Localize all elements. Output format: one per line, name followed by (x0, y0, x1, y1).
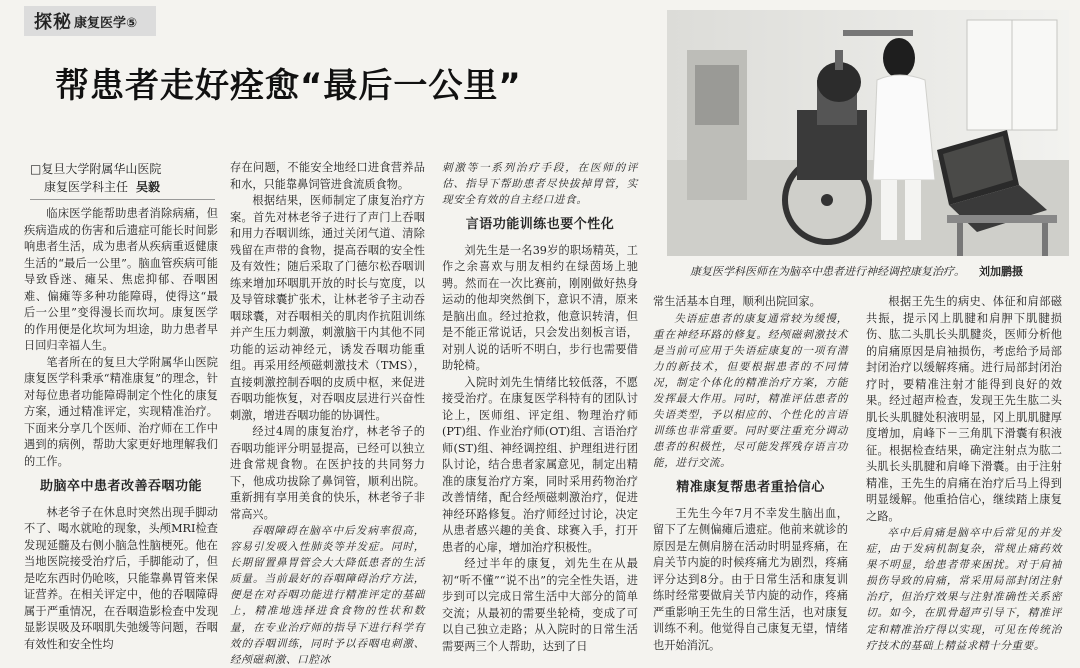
photo-credit: 刘加鹏摄 (979, 265, 1023, 278)
paragraph: 林老爷子在休息时突然出现手脚动不了、喝水就呛的现象，头颅MRI检查发现延髓及右侧小脑急性脑梗死。他在当地医院接受治疗后，手脚能动了，但是吃东西时仍呛咳，只能靠鼻胃管来保证营养。在相关评定中，他的吞咽障碍属于严重情况，在吞咽造影检查中发现显影误吸及环咽肌失弛缓等问题，吞咽有效性和安全性均 (24, 505, 218, 651)
paragraph: 常生活基本自理，顺利出院回家。 (653, 295, 821, 308)
section-heading-2: 言语功能训练也要个性化 (465, 217, 615, 233)
photo-illustration (667, 10, 1069, 256)
article-photo (667, 10, 1069, 256)
text-column-1 (24, 206, 218, 653)
text-column-4 (653, 294, 848, 654)
paragraph: 根据王先生的病史、体征和肩部磁共振，提示冈上肌腱和肩胛下肌腱损伤、肱二头肌长头肌腱炎，医师分析他的肩痛原因是肩袖损伤，考虑给予局部封闭治疗以缓解疼痛。进行局部封闭治疗时，要精准注射才能得到良好的效果。经过超声检查，发现王先生肱二头肌长头肌腱处积液明显，冈上肌肌腱厚度增加，肩峰下－三角肌下滑囊有积液征。根据检查结果，确定注射点为肱二头肌长头肌腱和肩峰下滑囊。由于注射精准，王先生的肩痛在治疗后马上得到明显缓解。他重拾信心，继续踏上康复之路。 (866, 295, 1062, 523)
paragraph: 失语症患者的康复通常较为缓慢，重在神经环路的修复。经颅磁刺激技术是当前可应用于失语症康复的一项有潜力的新技术，但要根据患者的不同情况，制定个体化的精准治疗方案，方能发挥最大作用。同时，精准评估患者的失语类型，予以相应的、个性化的言语训练也非常重要。同时要注重充分调动患者的积极性，尽可能发挥残存语言功能，进行交流。 (653, 312, 848, 470)
author-org: □复旦大学附属华山医院 (30, 162, 162, 176)
column-series-label: 康复医学⑤ (74, 15, 138, 31)
paragraph: 根据结果，医师制定了康复治疗方案。首先对林老爷子进行了声门上吞咽和用力吞咽训练，通过关闭气道、清除残留在声带的食物，提高吞咽的安全性及有效性；随后采取了门德尔松吞咽训练来增加环咽肌开放的时长与宽度，以及导管球囊扩张术，让林老爷子主动吞咽球囊，对吞咽相关的肌肉作抗阻训练并产生压力刺激，刺激脑干内其他不同功能的运动神经元，诱发吞咽功能重组。再采用经颅磁刺激技术（TMS），直接刺激控制吞咽的皮质中枢，来促进吞咽功能恢复，对吞咽皮层进行兴奋性刺激，增进吞咽功能的协调性。 (230, 194, 425, 422)
text-column-2 (230, 160, 425, 668)
paragraph: 存在问题，不能安全地经口进食营养品和水，只能靠鼻饲管进食流质食物。 (230, 161, 425, 191)
column-tag-label: 探秘 (34, 12, 72, 33)
column-tag (24, 6, 156, 36)
text-column-3 (442, 160, 638, 655)
paragraph: 临床医学能帮助患者消除病痛，但疾病造成的伤害和后遗症可能长时间影响患者生活，成为患者从疾病重返健康生活的“最后一公里”。脑血管疾病可能导致昏迷、瘫呆、焦虑抑郁、吞咽困难、偏瘫等多种功能障碍，使得这“最后一公里”变得漫长而坎坷。康复医学的作用便是化坎坷为坦途，助力患者早日回归幸福人生。 (24, 207, 218, 352)
section-heading-3: 精准康复帮患者重拾信心 (676, 480, 825, 496)
text-column-5 (866, 294, 1062, 654)
paragraph: 入院时刘先生情绪比较低落，不愿接受治疗。在康复医学科特有的团队讨论上，医师组、评定组、物理治疗师(PT)组、作业治疗师(OT)组、言语治疗师(ST)组、神经调控组、护理组进行团队讨论，结合患者家属意见，制定出精准的康复治疗方案，同时采用药物治疗改善情绪，配合经颅磁刺激治疗，促进神经环路修复。治疗师经过讨论，决定从患者感兴趣的美食、球赛入手，打开患者的心扉，增加治疗积极性。 (442, 375, 638, 554)
italic-note (653, 311, 848, 472)
headline: 帮患者走好痊愈“最后一公里” (55, 66, 522, 106)
photo-caption-text: 康复医学科医师在为脑卒中患者进行神经调控康复治疗。 (690, 265, 965, 278)
paragraph: 刺激等一系列治疗手段，在医师的评估、指导下帮助患者尽快拔掉胃管，实现安全有效的自主经口进食。 (442, 162, 638, 207)
author-name: 吴毅 (136, 180, 161, 194)
photo-caption (690, 263, 1023, 279)
author-block (30, 160, 161, 196)
author-line (30, 178, 161, 196)
paragraph: 笔者所在的复旦大学附属华山医院康复医学科秉承“精准康复”的理念，针对每位患者功能障碍制定个性化的康复方案，通过精准评定，实现精准治疗。下面来分享几个医师、治疗师在工作中遇到的病例，帮助大家更好地理解我们的工作。 (24, 355, 218, 468)
paragraph: 经过4周的康复治疗，林老爷子的吞咽功能评分明显提高，已经可以独立进食常规食物。在医护技的共同努力下，他成功拔除了鼻饲管，顺利出院。重新拥有享用美食的快乐，林老爷子非常高兴。 (230, 425, 425, 521)
author-title: 康复医学科主任 (44, 180, 129, 194)
italic-note (866, 525, 1062, 654)
section-heading-1: 助脑卒中患者改善吞咽功能 (39, 479, 202, 494)
paragraph: 吞咽障碍在脑卒中后发病率很高，容易引发吸入性肺炎等并发症。同时，长期留置鼻胃管会大大降低患者的生活质量。当前最好的吞咽障碍治疗方法，便是在对吞咽功能进行精准评定的基础上，精准地选择进食食物的性状和数量，在专业治疗师的指导下进行科学有效的吞咽训练，同时予以吞咽电刺激、经颅磁刺激、口腔冰 (230, 525, 425, 666)
paragraph: 卒中后肩痛是脑卒中后常见的并发症，由于发病机制复杂，常规止痛药效果不明显，给患者带来困扰。对于肩袖损伤导致的肩痛，常采用局部封闭注射治疗，但治疗效果与注射准确性关系密切。如今，在肌骨超声引导下，精准评定和精准治疗得以实现，可见在传统治疗技术的基础上精益求精十分重要。 (866, 527, 1062, 652)
italic-note (442, 160, 638, 208)
paragraph: 刘先生是一名39岁的职场精英，工作之余喜欢与朋友相约在绿茵场上驰骋。然而在一次比赛前，刚刚做好热身运动的他却突然倒下，意识不清，原来是脑出血。经过抢救，他意识转清，但是不能正常说话，只会发出刻板言语，对别人说的话听不明白，步行也需要借助轮椅。 (442, 243, 638, 373)
italic-note (230, 523, 425, 668)
paragraph: 经过半年的康复，刘先生在从最初“听不懂”“说不出”的完全性失语，进步到可以完成日常生活中大部分的简单交流；从最初的需要坐轮椅，变成了可以自己独立走路；从入院时的日常生活需要两三个人帮助，达到了日 (442, 557, 638, 653)
paragraph: 王先生今年7月不幸发生脑出血，留下了左侧偏瘫后遗症。他前来就诊的原因是左侧肩膀在活动时明显疼痛，在肩关节内旋的时候疼痛尤为剧烈，疼痛评分达到8分。由于日常生活和康复训练时经常要做肩关节内旋的动作，疼痛严重影响王先生的日常生活，也对康复训练不利。他觉得自己康复无望，情绪也开始消沉。 (653, 506, 848, 652)
author-divider (30, 199, 215, 200)
